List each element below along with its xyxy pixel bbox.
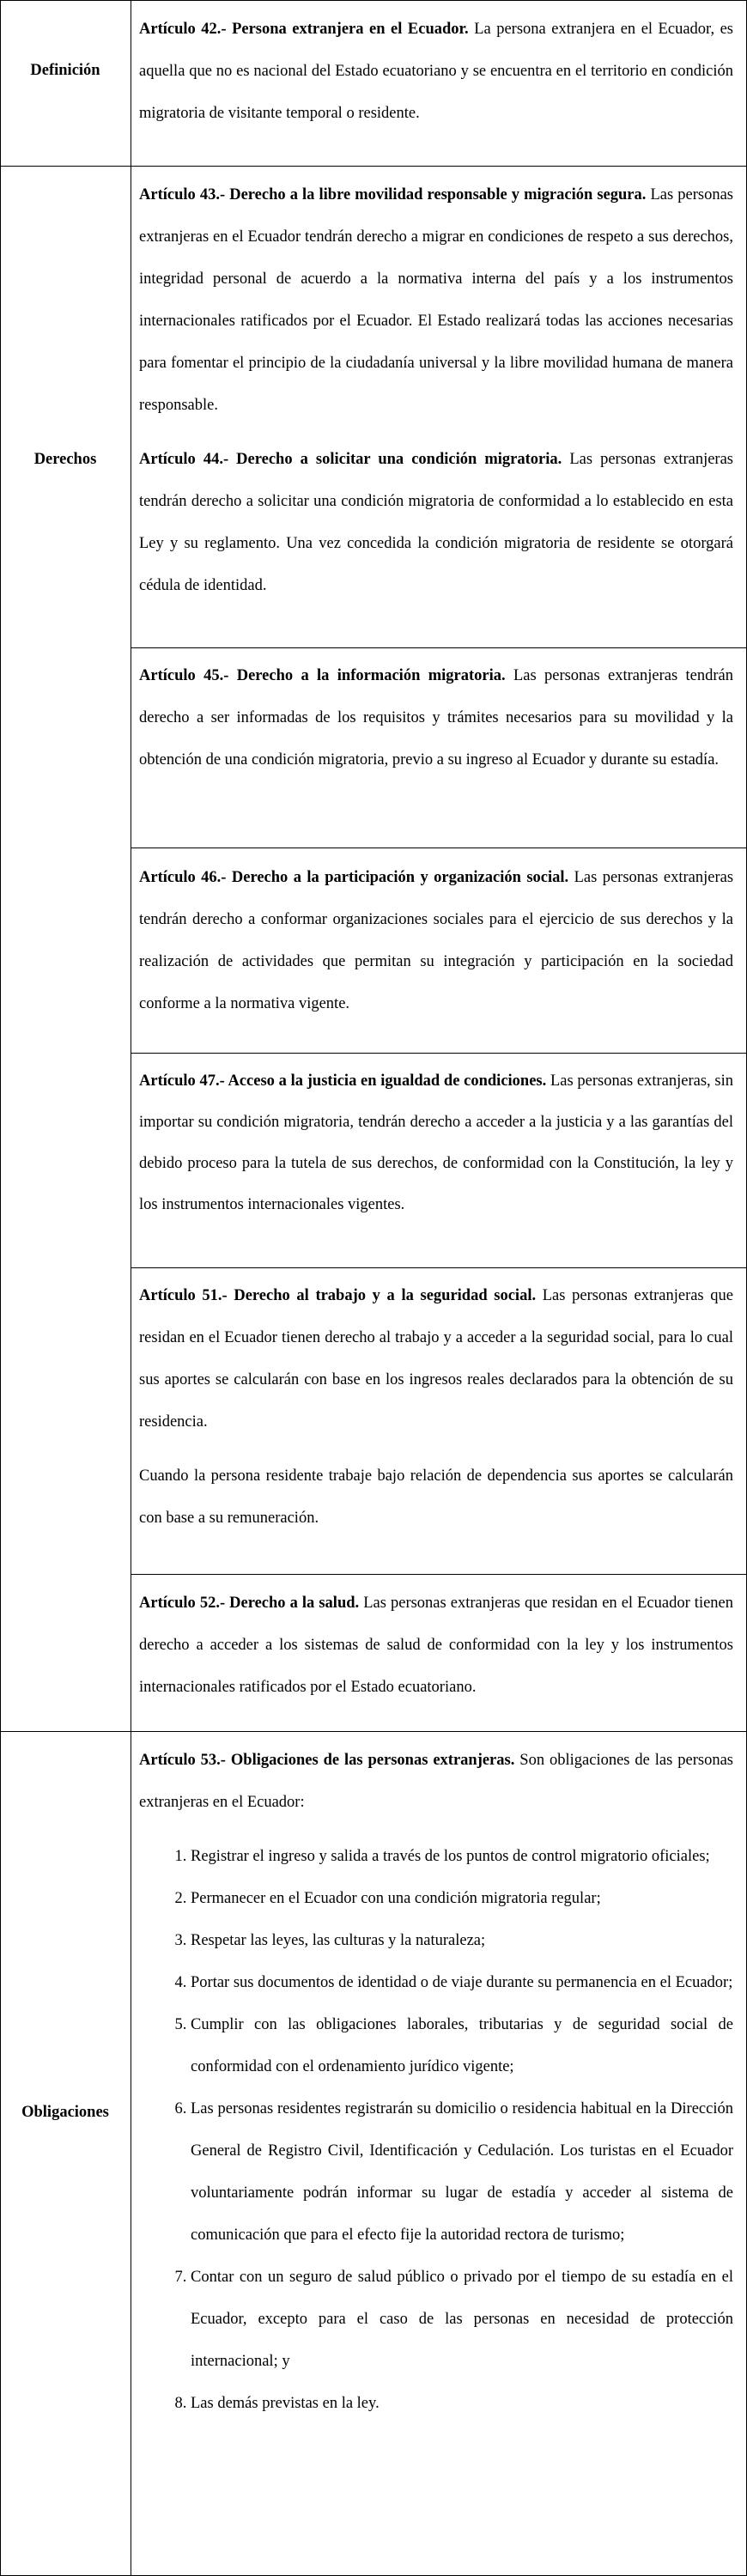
article-title: Artículo 45.- Derecho a la información migratoria. xyxy=(139,667,506,684)
article-title: Artículo 52.- Derecho a la salud. xyxy=(139,1595,360,1612)
article-body: Las personas extranjeras en el Ecuador tendrán derecho a migrar en condiciones de respeto a sus derechos, integridad personal de acuerdo a la normativa interna del país y a los instrumentos internacionales ratificados por el Ecuador. El Estado realizará todas las acciones necesarias para fomentar el principio de la ciudadanía universal y la libre movilidad humana de manera responsable. xyxy=(139,186,733,414)
article-title: Artículo 53.- Obligaciones de las personas extranjeras. xyxy=(139,1752,515,1769)
cell-divider xyxy=(131,1574,747,1575)
table-border-left xyxy=(0,0,1,2576)
article-46 xyxy=(139,857,733,1025)
article-body: Las personas extranjeras tendrán derecho a ser informadas de los requisitos y trámites necesarios para su movilidad y la obtención de una condición migratoria, previo a su ingreso al Ecuador y durante su estadía. xyxy=(139,667,733,769)
article-title: Artículo 46.- Derecho a la participación y organización social. xyxy=(139,869,569,886)
article-body: Son obligaciones de las personas extranjeras en el Ecuador: xyxy=(139,1752,733,1811)
article-body: Las personas extranjeras, sin importar su condición migratoria, tendrán derecho a acceder a la justicia y a las garantías del debido proceso para la tutela de sus derechos, de conformidad con la Constitución, la ley y los instrumentos internacionales vigentes. xyxy=(139,1072,733,1213)
article-title: Artículo 43.- Derecho a la libre movilidad responsable y migración segura. xyxy=(139,186,647,204)
article-42 xyxy=(139,9,733,135)
row-label-obligaciones: Obligaciones xyxy=(21,2104,109,2121)
article-45 xyxy=(139,655,733,781)
article-body: Las personas extranjeras que residan en el Ecuador tienen derecho al trabajo y a acceder a la seguridad social, para lo cual sus aportes se calcularán con base en los ingresos reales declarados para la obtención de su residencia. xyxy=(139,1287,733,1431)
list-item: 7. Contar con un seguro de salud público o privado por el tiempo de su estadía en el Ecuador, excepto para el caso de las personas en necesidad de protección internacional; y xyxy=(191,2257,733,2383)
list-item: 2. Permanecer en el Ecuador con una condición migratoria regular; xyxy=(191,1878,733,1920)
article-title: Artículo 47.- Acceso a la justicia en igualdad de condiciones. xyxy=(139,1072,547,1090)
cell-divider xyxy=(131,647,747,648)
list-item: 4. Portar sus documentos de identidad o de viaje durante su permanencia en el Ecuador; xyxy=(191,1962,733,2004)
article-body: La persona extranjera en el Ecuador, es aquella que no es nacional del Estado ecuatoriano y se encuentra en el territorio en condición migratoria de visitante temporal o residente. xyxy=(139,21,733,122)
article-body: Las personas extranjeras que residan en el Ecuador tienen derecho a acceder a los sistemas de salud de conformidad con la ley y los instrumentos internacionales ratificados por el Estado ecuatoriano. xyxy=(139,1595,734,1696)
row-label-derechos: Derechos xyxy=(33,451,97,468)
article-47 xyxy=(139,1060,733,1225)
obligations-list xyxy=(139,1836,733,2425)
list-item: 6. Las personas residentes registrarán su domicilio o residencia habitual en la Dirección General de Registro Civil, Identificación y Cedulación. Los turistas en el Ecuador voluntariamente podrán informar su lugar de estadía y acceder al sistema de comunicación que para el efecto fije la autoridad rectora de turismo; xyxy=(191,2088,733,2257)
article-51 xyxy=(139,1275,733,1540)
article-title: Artículo 51.- Derecho al trabajo y a la seguridad social. xyxy=(139,1287,537,1304)
list-item: 8. Las demás previstas en la ley. xyxy=(191,2383,733,2425)
article-52 xyxy=(139,1583,733,1709)
article-body: Las personas extranjeras tendrán derecho a conformar organizaciones sociales para el ejercicio de sus derechos y la realización de actividades que permitan su integración y participación en la sociedad conforme a la normativa vigente. xyxy=(139,869,734,1012)
article-title: Artículo 42.- Persona extranjera en el Ecuador. xyxy=(139,21,469,38)
row-divider xyxy=(0,1731,747,1732)
row-label-definicion: Definición xyxy=(30,62,100,79)
article-body: Las personas extranjeras tendrán derecho a solicitar una condición migratoria de conformidad a lo establecido en esta Ley y su reglamento. Una vez concedida la condición migratoria de residente se otorgará cédula de identidad. xyxy=(139,451,734,594)
cell-divider xyxy=(131,1053,747,1054)
article-43 xyxy=(139,174,733,607)
article-body: Cuando la persona residente trabaje bajo relación de dependencia sus aportes se calcularán con base a su remuneración. xyxy=(139,1467,733,1527)
cell-divider xyxy=(131,1267,747,1268)
article-44 xyxy=(139,439,733,607)
row-divider xyxy=(0,166,747,167)
article-53 xyxy=(139,1740,733,2425)
article-title: Artículo 44.- Derecho a solicitar una condición migratoria. xyxy=(139,451,562,468)
list-item: 5. Cumplir con las obligaciones laborales, tributarias y de seguridad social de conformidad con el ordenamiento jurídico vigente; xyxy=(191,2004,733,2088)
list-item: 3. Respetar las leyes, las culturas y la naturaleza; xyxy=(191,1920,733,1962)
list-item: 1. Registrar el ingreso y salida a través de los puntos de control migratorio oficiales; xyxy=(191,1836,733,1878)
table-border-top xyxy=(0,0,747,1)
